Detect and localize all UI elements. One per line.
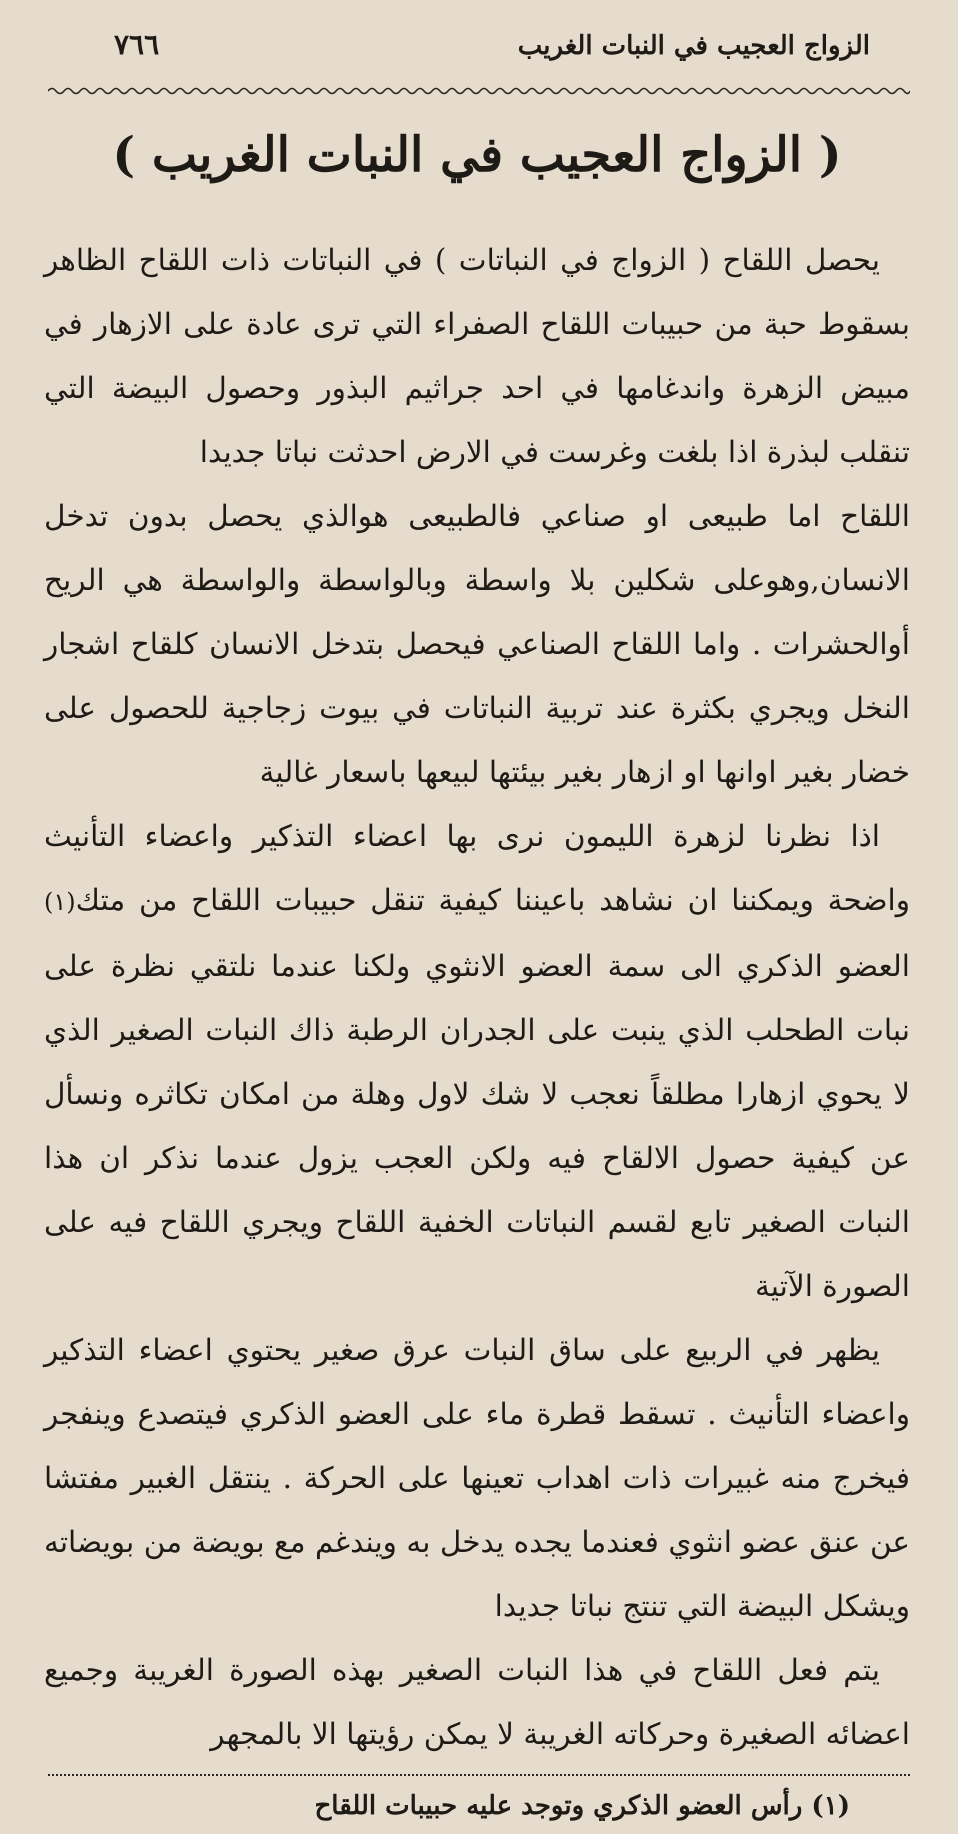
running-header xyxy=(44,28,910,80)
paragraph-5: يتم فعل اللقاح في هذا النبات الصغير بهذه الصورة الغريبة وجميع اعضائه الصغيرة وحركاته الغريبة لا يمكن رؤيتها الا بالمجهر xyxy=(44,1653,910,1751)
header-rule xyxy=(48,86,910,96)
footnote-reference: (١) xyxy=(44,888,76,916)
footnote xyxy=(44,1778,910,1834)
running-title: الزواج العجيب في النبات الغريب xyxy=(517,31,870,61)
paragraph-1: يحصل اللقاح ( الزواج في النباتات ) في النباتات ذات اللقاح الظاهر بسقوط حبة من حبيبات اللقاح الصفراء التي ترى عادة على الازهار في مبيض الزهرة واندغامها في احد جراثيم البذور وحصول البيضة التي تنقلب لبذرة اذا بلغت وغرست في الارض احدثت نباتا جديدا xyxy=(44,243,910,469)
paragraph-4: يظهر في الربيع على ساق النبات عرق صغير يحتوي اعضاء التذكير واعضاء التأنيث . تسقط قطرة ماء على العضو الذكري فيتصدع وينفجر فيخرج منه غبيرات ذات اهداب تعينها على الحركة . ينتقل الغبير مفتشا عن عنق عضو انثوي فعندما يجده يدخل به ويندغم مع بويضة من بويضاته ويشكل البيضة التي تنتج نباتا جديدا xyxy=(44,1333,910,1623)
footnote-text: رأس العضو الذكري وتوجد عليه حبيبات اللقاح xyxy=(314,1791,803,1821)
paragraph-3 xyxy=(44,804,910,1318)
article-title: ( الزواج العجيب في النبات الغريب ) xyxy=(112,127,842,183)
paragraph-3-text: اذا نظرنا لزهرة الليمون نرى بها اعضاء التذكير واعضاء التأنيث واضحة ويمكننا ان نشاهد باعيننا كيفية تنقل حبيبات اللقاح من متك xyxy=(44,819,910,917)
paragraph-2: اللقاح اما طبيعى او صناعي فالطبيعى هوالذي يحصل بدون تدخل الانسان,وهوعلى شكلين بلا واسطة وبالواسطة والواسطة هي الريح أوالحشرات . واما اللقاح الصناعي فيحصل بتدخل الانسان كلقاح اشجار النخل ويجري بكثرة عند تربية النباتات في بيوت زجاجية للحصول على خضار بغير اوانها او ازهار بغير بيئتها لبيعها باسعار غالية xyxy=(44,499,911,789)
page-number: ٧٦٦ xyxy=(114,28,160,61)
footnote-marker: (١) xyxy=(811,1791,850,1821)
paragraph-3-continuation: العضو الذكري الى سمة العضو الانثوي ولكنا عندما نلتقي نظرة على نبات الطحلب الذي ينبت على الجدران الرطبة ذاك النبات الصغير الذي لا يحوي ازهارا مطلقاً نعجب لا شك لاول وهلة من امكان تكاثره ونسأل عن كيفية حصول الالقاح فيه ولكن العجب يزول عندما نذكر ان هذا النبات الصغير تابع لقسم النباتات الخفية اللقاح ويجري اللقاح فيه على الصورة الآتية xyxy=(44,949,910,1303)
